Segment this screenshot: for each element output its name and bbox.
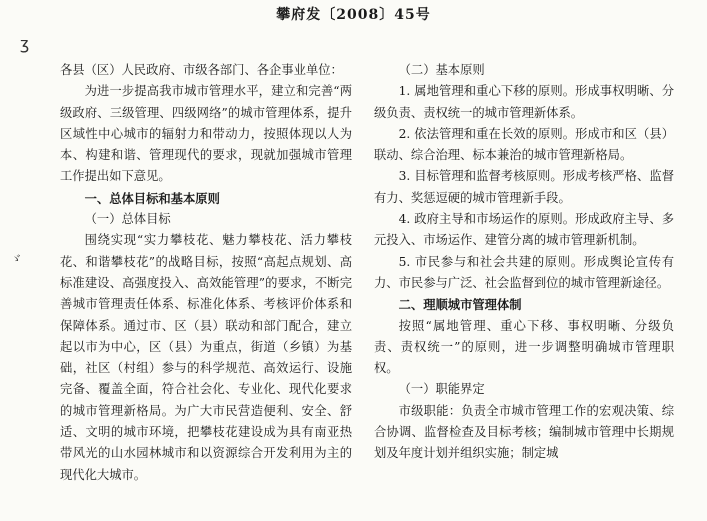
left-text-column xyxy=(60,60,352,486)
margin-ink-scribble-icon: ゞ xyxy=(10,252,23,266)
subsection-heading-functions: （一）职能界定 xyxy=(398,382,485,397)
section-heading-1: 一、总体目标和基本原则 xyxy=(84,190,220,206)
right-text-column xyxy=(374,60,674,465)
system-paragraph: 按照“属地管理、重心下移、事权明晰、分级负责、责权统一”的原则，进一步调整明确城市管理职权。 xyxy=(374,318,674,376)
principle-2: 2. 依法管理和重在长效的原则。形成市和区（县）联动、综合治理、标本兼治的城市管理新格局。 xyxy=(374,126,674,163)
salutation: 各县（区）人民政府、市级各部门、各企事业单位： xyxy=(60,63,343,77)
section-heading-2: 二、理顺城市管理体制 xyxy=(398,297,522,313)
document-number-header: 攀府发〔2008〕45号 xyxy=(276,7,431,23)
principle-1: 1. 属地管理和重心下移的原则。形成事权明晰、分级负责、责权统一的城市管理新体系。 xyxy=(374,84,674,120)
principle-5: 5. 市民参与和社会共建的原则。形成舆论宣传有力、市民参与广泛、社会监督到位的城市管理新途径。 xyxy=(374,254,674,290)
city-functions-paragraph: 市级职能：负责全市城市管理工作的宏观决策、综合协调、监督检查及目标考核；编制城市管理中长期规划及年度计划并组织实施；制定城 xyxy=(374,403,674,461)
principle-4: 4. 政府主导和市场运作的原则。形成政府主导、多元投入、市场运作、建管分离的城市管理新机制。 xyxy=(374,212,674,248)
subsection-heading-goals: （一）总体目标 xyxy=(84,212,171,227)
goals-paragraph: 围绕实现“实力攀枝花、魅力攀枝花、活力攀枝花、和谐攀枝花”的战略目标，按照“高起点规划、高标准建设、高强度投入、高效能管理”的要求，不断完善城市管理责任体系、标准化体系、考核评价体系和保障体系。通过市、区（县）联动和部门配合，建立起以市为中心，区（县）为重点，街道（乡镇）为基础，社区（村组）参与的科学规范、高效运行、设施完备、覆盖全面，符合社会化、专业化、现代化要求的城市管理新格局。为广大市民营造便利、安全、舒适、文明的城市环境，把攀枝花建设成为具有南亚热带风光的山水园林城市和以资源综合开发利用为主的现代化大城市。 xyxy=(60,233,352,482)
margin-ink-mark-icon: ʒ xyxy=(20,34,30,53)
principle-3: 3. 目标管理和监督考核原则。形成考核严格、监督有力、奖惩逗硬的城市管理新手段。 xyxy=(374,169,674,205)
subsection-heading-principles: （二）基本原则 xyxy=(398,63,485,77)
intro-paragraph: 为进一步提高我市城市管理水平，建立和完善“两级政府、三级管理、四级网络”的城市管理体系，提升区域性中心城市的辐射力和带动力，按照体现以人为本、构建和谐、管理现代的要求，现就加强城市管理工作提出如下意见。 xyxy=(60,84,352,184)
